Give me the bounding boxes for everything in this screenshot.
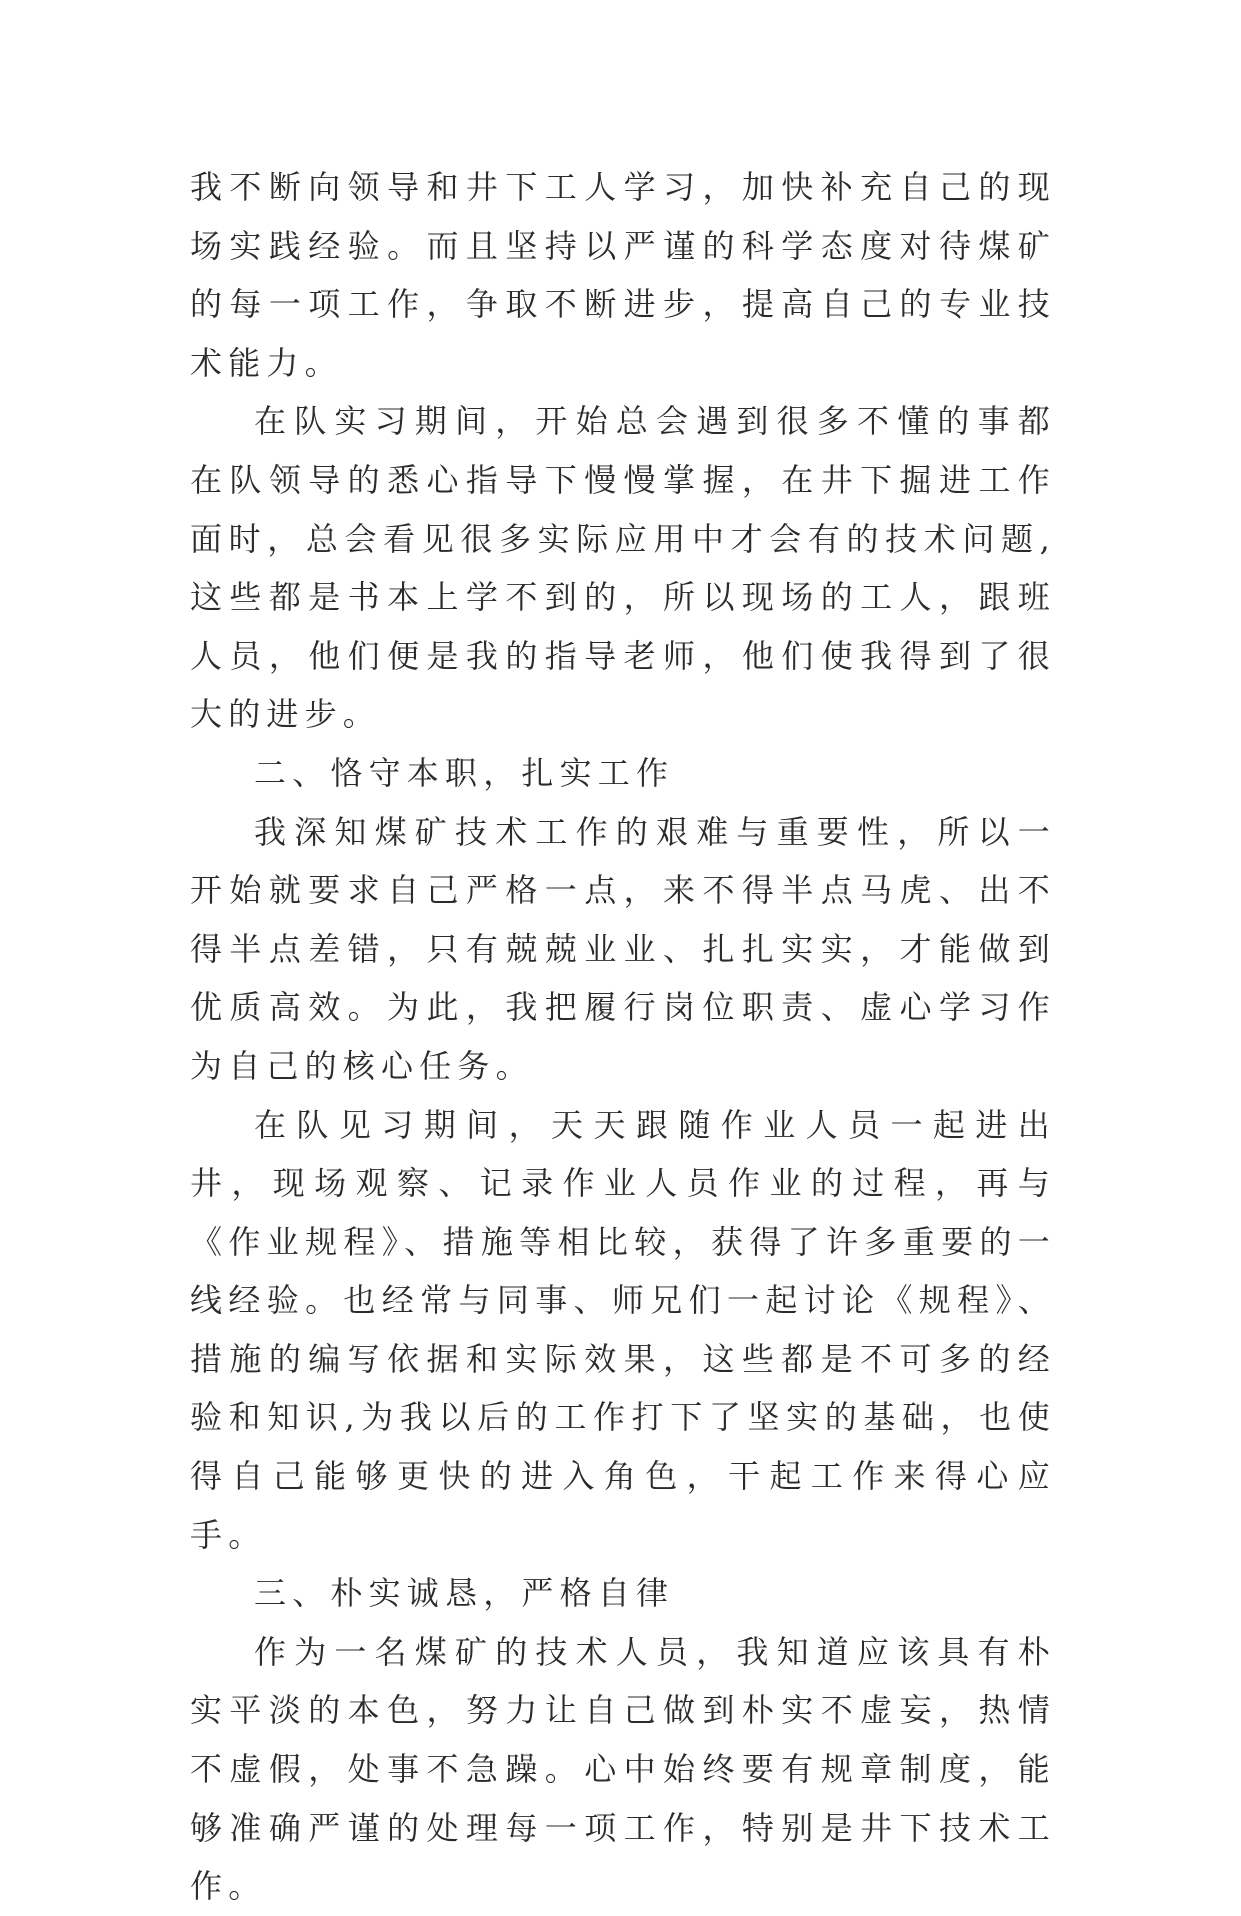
paragraph-2: 在队实习期间，开始总会遇到很多不懂的事都在队领导的悉心指导下慢慢掌握，在井下掘进工作面时，总会看见很多实际应用中才会有的技术问题,这些都是书本上学不到的，所以现场的工人，跟班人员，他们便是我的指导老师，他们使我得到了很大的进步。: [190, 402, 1056, 734]
paragraph-3: 我深知煤矿技术工作的艰难与重要性，所以一开始就要求自己严格一点，来不得半点马虎、出不得半点差错，只有兢兢业业、扎扎实实，才能做到优质高效。为此，我把履行岗位职责、虚心学习作为自己的核心任务。: [190, 812, 1056, 1085]
paragraph-1: 我不断向领导和井下工人学习，加快补充自己的现场实践经验。而且坚持以严谨的科学态度对待煤矿的每一项工作，争取不断进步，提高自己的专业技术能力。: [190, 168, 1056, 382]
document-body: [190, 158, 1056, 1916]
paragraph-4: 在队见习期间，天天跟随作业人员一起进出井，现场观察、记录作业人员作业的过程，再与《作业规程》、措施等相比较，获得了许多重要的一线经验。也经常与同事、师兄们一起讨论《规程》、措施的编写依据和实际效果，这些都是不可多的经验和知识,为我以后的工作打下了坚实的基础，也使得自己能够更快的进入角色，干起工作来得心应手。: [190, 1105, 1056, 1554]
section-heading-2: 二、恪守本职，扎实工作: [254, 753, 675, 792]
paragraph-5: 作为一名煤矿的技术人员，我知道应该具有朴实平淡的本色，努力让自己做到朴实不虚妄，热情不虚假，处事不急躁。心中始终要有规章制度，能够准确严谨的处理每一项工作，特别是井下技术工作。: [190, 1632, 1056, 1906]
section-heading-3: 三、朴实诚恳，严格自律: [254, 1574, 675, 1613]
